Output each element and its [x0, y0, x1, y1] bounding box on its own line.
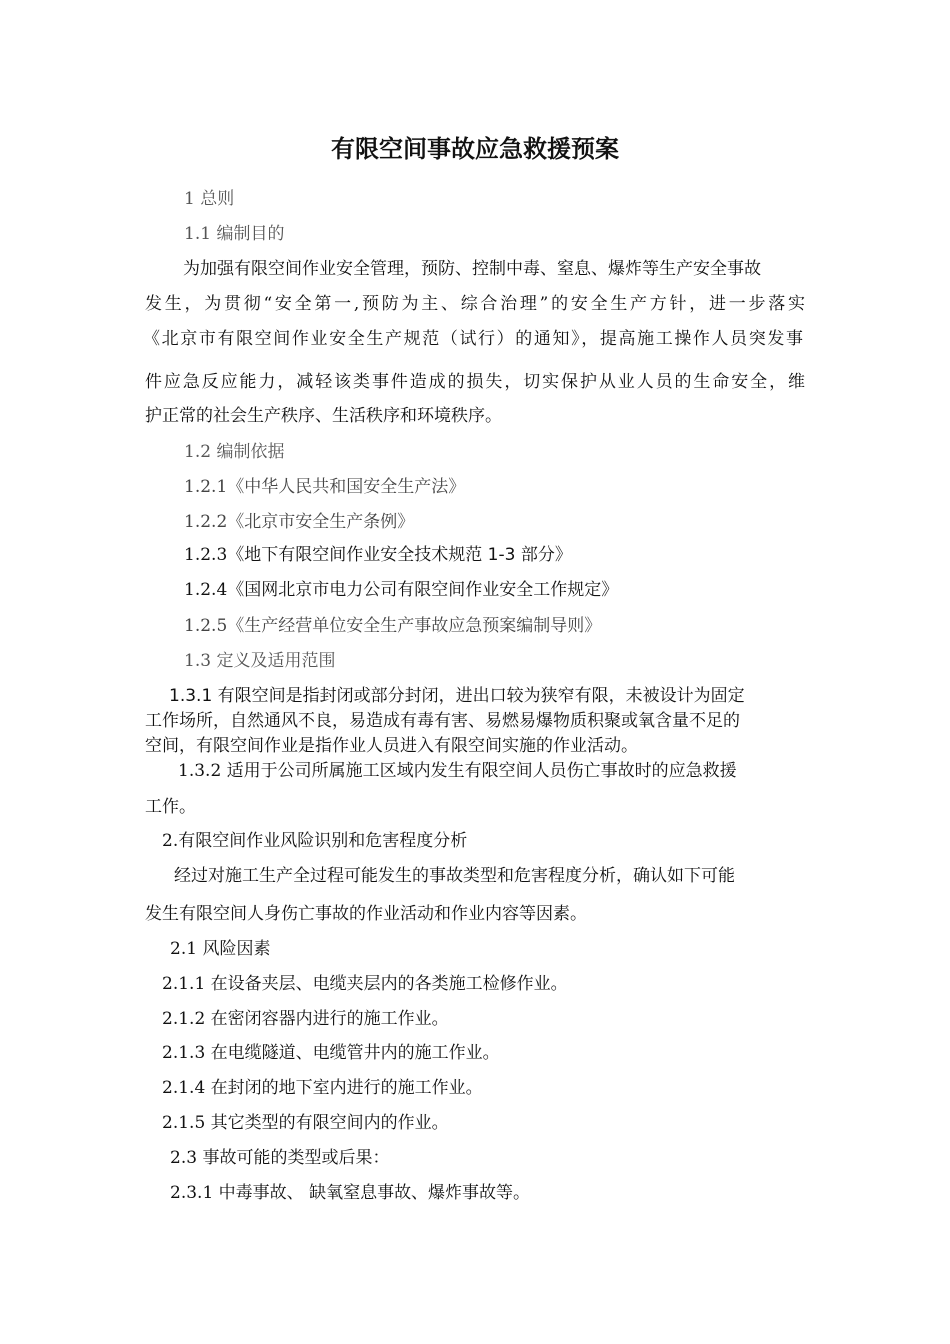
definition-1-3-1-line-1: 1.3.1 有限空间是指封闭或部分封闭，进出口较为狭窄有限，未被设计为固定	[169, 686, 745, 706]
scope-1-3-2-line-2: 工作。	[145, 797, 196, 817]
document-title: 有限空间事故应急救援预案	[331, 135, 619, 163]
reference-1-2-3-range: 1-3	[487, 545, 516, 565]
scope-1-3-2-line-1: 1.3.2 适用于公司所属施工区域内发生有限空间人员伤亡事故时的应急救援	[178, 761, 737, 781]
definition-1-3-1-line-3: 空间，有限空间作业是指作业人员进入有限空间实施的作业活动。	[145, 736, 638, 756]
section-heading-2: 2.有限空间作业风险识别和危害程度分析	[162, 831, 468, 851]
risk-item-2-1-4: 2.1.4 在封闭的地下室内进行的施工作业。	[162, 1078, 483, 1098]
risk-item-2-1-3: 2.1.3 在电缆隧道、电缆管井内的施工作业。	[162, 1043, 500, 1063]
section-heading-1-2: 1.2 编制依据	[184, 442, 285, 462]
paragraph-purpose-line-1: 为加强有限空间作业安全管理，预防、控制中毒、窒息、爆炸等生产安全事故	[183, 259, 761, 279]
reference-1-2-3-suffix: 部分》	[515, 545, 572, 565]
reference-1-2-1: 1.2.1《中华人民共和国安全生产法》	[184, 477, 466, 497]
paragraph-risk-line-2: 发生有限空间人身伤亡事故的作业活动和作业内容等因素。	[145, 904, 587, 924]
section-heading-2-3: 2.3 事故可能的类型或后果：	[170, 1148, 390, 1168]
risk-item-2-1-5: 2.1.5 其它类型的有限空间内的作业。	[162, 1113, 449, 1133]
section-heading-1-3: 1.3 定义及适用范围	[184, 651, 336, 671]
reference-1-2-3-prefix: 1.2.3《地下有限空间作业安全技术规范	[184, 545, 488, 565]
consequence-item-2-3-1: 2.3.1 中毒事故、 缺氧窒息事故、爆炸事故等。	[170, 1183, 531, 1203]
section-heading-1-1: 1.1 编制目的	[184, 224, 285, 244]
paragraph-purpose-line-4: 件应急反应能力，减轻该类事件造成的损失，切实保护从业人员的生命安全，维	[145, 372, 805, 392]
reference-1-2-2: 1.2.2《北京市安全生产条例》	[184, 512, 415, 532]
reference-1-2-3	[184, 543, 572, 567]
paragraph-purpose-line-3: 《北京市有限空间作业安全生产规范（试行）的通知》，提高施工操作人员突发事	[143, 329, 803, 349]
paragraph-purpose-line-5: 护正常的社会生产秩序、生活秩序和环境秩序。	[145, 406, 502, 426]
reference-1-2-5: 1.2.5《生产经营单位安全生产事故应急预案编制导则》	[184, 616, 602, 636]
paragraph-risk-line-1: 经过对施工生产全过程可能发生的事故类型和危害程度分析，确认如下可能	[174, 866, 735, 886]
reference-1-2-4: 1.2.4《国网北京市电力公司有限空间作业安全工作规定》	[184, 580, 619, 600]
section-heading-2-1: 2.1 风险因素	[170, 939, 271, 959]
definition-1-3-1-line-2: 工作场所，自然通风不良，易造成有毒有害、易燃易爆物质积聚或氧含量不足的	[145, 711, 740, 731]
section-heading-1: 1 总则	[184, 189, 235, 209]
risk-item-2-1-2: 2.1.2 在密闭容器内进行的施工作业。	[162, 1009, 449, 1029]
paragraph-purpose-line-2: 发生，为贯彻“安全第一,预防为主、综合治理”的安全生产方针，进一步落实	[145, 294, 805, 314]
risk-item-2-1-1: 2.1.1 在设备夹层、电缆夹层内的各类施工检修作业。	[162, 974, 568, 994]
